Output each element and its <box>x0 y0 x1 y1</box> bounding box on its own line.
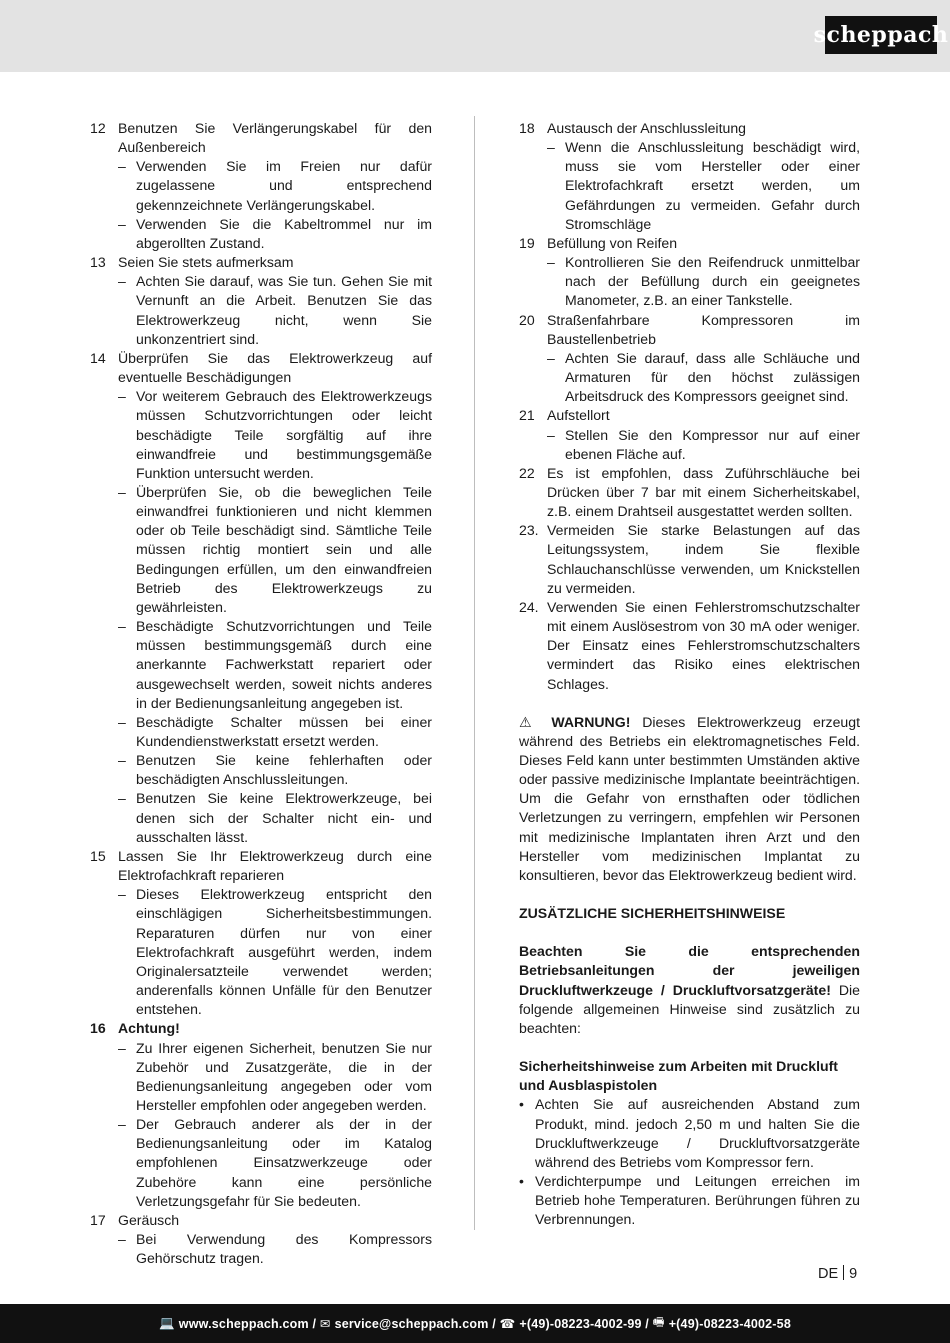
list-item <box>519 234 860 253</box>
item-title: Aufstellort <box>547 407 610 424</box>
sub-item: – Verwenden Sie im Freien nur dafür zugelassene und entsprechend gekennzeichnete Verlängerungskabel. <box>118 158 432 213</box>
list-item <box>90 847 432 885</box>
notice-paragraph <box>519 942 860 1038</box>
item-title: Achtung! <box>118 1020 180 1037</box>
page-number: DE 9 <box>818 1266 858 1282</box>
item-number: 20 <box>519 311 535 328</box>
item-title: Lassen Sie Ihr Elektrowerkzeug durch eine Elektrofachkraft reparieren <box>118 847 432 884</box>
list-item <box>90 253 432 272</box>
warning-icon: ⚠ <box>519 713 540 730</box>
notice-text: Die folgende allgemeinen Hinweise sind zusätzlich zu beachten: <box>519 981 860 1036</box>
sub-item: – Stellen Sie den Kompressor nur auf einer ebenen Fläche auf. <box>547 426 860 462</box>
phone-icon: ☎ <box>499 1317 516 1331</box>
item-number: 16 <box>90 1020 106 1037</box>
list-item <box>519 119 860 138</box>
item-number: 24. <box>519 598 539 615</box>
right-column <box>519 119 860 1229</box>
list-item <box>519 598 860 694</box>
item-title: Geräusch <box>118 1211 180 1228</box>
bullet-item: • Verdichterpumpe und Leitungen erreichen im Betrieb hohe Temperaturen. Berührungen führen zu Verbrennungen. <box>519 1172 860 1228</box>
list-item <box>519 464 860 521</box>
footer-bar <box>0 1304 950 1343</box>
sub-item: – Dieses Elektrowerkzeug entspricht den einschlägigen Sicherheitsbestimmungen. Reparaturen dürfen nur von einer Elektrofachkraft ausgeführt werden, indem Originalersatzteile verwendet werden; anderenfalls können Unfälle für den Benutzer entstehen. <box>118 886 432 1018</box>
item-number: 18 <box>519 120 535 136</box>
fax-icon: 🖷 <box>652 1315 665 1329</box>
mail-icon: ✉ <box>319 1317 331 1331</box>
sub-item: – Überprüfen Sie, ob die beweglichen Teile einwandfrei funktionieren und nicht klemmen oder ob Teile beschädigt sind. Sämtliche Teile müssen richtig montiert sein und alle Bedingungen erfüllen, um den einwandfreien Betrieb des Elektrowerkzeugs zu gewährleisten. <box>118 483 432 615</box>
computer-icon: 💻 <box>159 1316 175 1330</box>
sub-item: – Achten Sie darauf, was Sie tun. Gehen Sie mit Vernunft an die Arbeit. Benutzen Sie das Elektrowerkzeug nicht, wenn Sie unkonzentriert sind. <box>118 273 432 347</box>
list-item <box>519 406 860 425</box>
item-title: Austausch der Anschlussleitung <box>547 120 746 136</box>
footer-website[interactable]: www.scheppach.com / <box>178 1316 317 1331</box>
footer-fax: +(49)-08223-4002-58 <box>668 1316 791 1331</box>
item-title: Seien Sie stets aufmerksam <box>118 254 294 271</box>
sub-item: – Kontrollieren Sie den Reifendruck unmittelbar nach der Befüllung durch ein geeignetes Manometer, z.B. an einer Tankstelle. <box>547 254 860 309</box>
item-title: Befüllung von Reifen <box>547 234 678 251</box>
item-number: 23. <box>519 522 539 539</box>
list-item <box>90 1019 432 1038</box>
sub-item: – Wenn die Anschlussleitung beschädigt wird, muss sie vom Hersteller oder einer Elektrofachkraft ersetzt werden, um Gefährdungen zu vermeiden. Gefahr durch Stromschläge <box>547 139 860 232</box>
sub-item: – Benutzen Sie keine Elektrowerkzeuge, bei denen sich der Schalter nicht ein- und ausschalten lässt. <box>118 790 432 845</box>
warning-label: WARNUNG! <box>551 713 631 730</box>
item-number: 22 <box>519 464 535 481</box>
item-number: 17 <box>90 1211 106 1228</box>
list-item <box>90 1211 432 1230</box>
section-heading: ZUSÄTZLICHE SICHERHEITSHINWEISE <box>519 905 786 922</box>
item-title: Straßenfahrbare Kompressoren im Baustellenbetrieb <box>547 311 860 347</box>
item-number: 14 <box>90 349 106 366</box>
warning-text: Dieses Elektrowerkzeug erzeugt während des Betriebs ein elektromagnetisches Feld. Dieses Feld kann unter bestimmten Umständen aktive oder passive medizinische Implantate beeinträchtigen. Um die Gefahr von ernsthaften oder tödlichen Verletzungen zu verringern, empfehlen wir Personen mit medizinische Implantaten ihren Arzt und den Hersteller vom medizinischen Implantat zu konsultieren, bevor das Elektrowerkzeug bedient wird. <box>519 713 861 883</box>
column-divider <box>474 116 475 1230</box>
sub-item: – Benutzen Sie keine fehlerhaften oder beschädigten Anschlussleitungen. <box>118 752 432 788</box>
bullet-item: • Achten Sie auf ausreichenden Abstand zum Produkt, mind. jedoch 2,50 m und halten Sie die Druckluftwerkzeuge / Druckluftvorsatzgeräte während des Betriebs vom Kompressor fern. <box>519 1096 860 1170</box>
list-item <box>519 521 860 598</box>
footer-email[interactable]: service@scheppach.com / <box>334 1316 496 1331</box>
item-title: Es ist empfohlen, dass Zuführschläuche bei Drücken über 7 bar mit einem Sicherheitskabel, z.B. einem Drahtseil ausgestattet werden sollten. <box>547 464 860 520</box>
list-item <box>90 119 432 157</box>
sub-item: – Zu Ihrer eigenen Sicherheit, benutzen Sie nur Zubehör und Zusatzgeräte, die in der Bedienungsanleitung angegeben oder vom Hersteller empfohlen oder angegeben werden. <box>118 1039 432 1113</box>
item-number: 12 <box>90 120 106 136</box>
sub-item: – Vor weiterem Gebrauch des Elektrowerkzeugs müssen Schutzvorrichtungen oder leicht beschädigte Teile sorgfältig auf ihre einwandfreie und bestimmungsgemäße Funktion untersucht werden. <box>118 388 432 481</box>
item-title: Vermeiden Sie starke Belastungen auf das Leitungssystem, indem Sie flexible Schlauchanschlüsse verwenden, um Knickstellen zu vermeiden. <box>547 522 860 596</box>
list-item <box>519 311 860 349</box>
item-number: 13 <box>90 254 106 271</box>
notice-bold: Beachten Sie die entsprechenden Betriebsanleitungen der jeweiligen Druckluftwerkzeuge / Druckluftvorsatzgeräte! <box>519 943 860 998</box>
item-title: Benutzen Sie Verlängerungskabel für den Außenbereich <box>118 120 432 156</box>
sub-heading: Sicherheitshinweise zum Arbeiten mit Druckluft und Ausblaspistolen <box>519 1058 839 1094</box>
sub-item: – Achten Sie darauf, dass alle Schläuche und Armaturen für den höchst zulässigen Arbeitsdruck des Kompressors geeignet sind. <box>547 349 860 405</box>
item-number: 15 <box>90 847 106 864</box>
item-title: Überprüfen Sie das Elektrowerkzeug auf eventuelle Beschädigungen <box>118 349 432 386</box>
sub-item: – Bei Verwendung des Kompressors Gehörschutz tragen. <box>118 1231 432 1267</box>
left-column <box>90 119 432 1268</box>
item-number: 19 <box>519 234 535 251</box>
sub-item: – Beschädigte Schalter müssen bei einer Kundendienstwerkstatt ersetzt werden. <box>118 713 432 749</box>
sub-item: – Der Gebrauch anderer als der in der Bedienungsanleitung oder im Katalog empfohlenen Einsatzwerkzeuge oder Zubehöre kann eine persönliche Verletzungsgefahr für Sie bedeuten. <box>118 1116 432 1209</box>
list-item <box>90 349 432 387</box>
item-number: 21 <box>519 407 535 424</box>
header-band <box>0 0 950 72</box>
sub-item: – Beschädigte Schutzvorrichtungen und Teile müssen bestimmungsgemäß durch eine anerkannte Fachwerkstatt repariert oder ausgewechselt werden, soweit nichts anderes in der Bedienungsanleitung angegeben ist. <box>118 618 432 711</box>
warning-paragraph <box>519 713 860 885</box>
item-title: Verwenden Sie einen Fehlerstromschutzschalter mit einem Auslösestrom von 30 mA oder weniger. Der Einsatz eines Fehlerstromschutzschalters vermindert das Risiko eines elektrischen Schlages. <box>547 598 860 692</box>
sub-item: – Verwenden Sie die Kabeltrommel nur im abgerollten Zustand. <box>118 215 432 251</box>
brand-logo: scheppach <box>825 16 937 54</box>
footer-phone: +(49)-08223-4002-99 / <box>519 1316 649 1331</box>
